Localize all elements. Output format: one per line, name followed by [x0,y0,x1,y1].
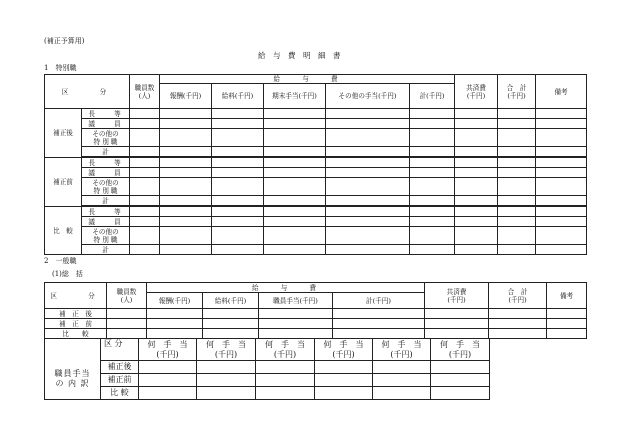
group-label-before: 補正前 [45,158,82,207]
row-label: 長 等 [82,158,130,168]
group-label-compare: 比 較 [45,207,82,255]
col-header-subtotal: 計(千円) [333,293,425,309]
row-label: 議 員 [82,217,130,227]
section-heading-general: 2 一般職 [44,257,77,265]
row-label: その他の 特 別 職 [82,178,130,196]
col-header-compensation: 報酬(千円) [160,84,212,109]
col-header-pay: 給料(千円) [203,293,259,309]
col-header-allowance-item: 何 手 当 (千円) [256,339,315,361]
col-header-staff-count: 職員数 (人) [130,75,160,109]
col-header-allowance-item: 何 手 当 (千円) [373,339,431,361]
group-label-after: 補正後 [45,109,82,158]
row-label: その他の 特 別 職 [82,227,130,245]
col-header-allowance-item: 何 手 当 (千円) [431,339,490,361]
col-header-subtotal: 計(千円) [410,84,455,109]
col-header-total: 合 計 (千円) [489,283,547,309]
row-label: 議 員 [82,168,130,178]
col-header-compensation: 報酬(千円) [147,293,203,309]
col-header-term-end-allowance: 期末手当(千円) [264,84,326,109]
row-label: その他の 特 別 職 [82,129,130,147]
section-heading-special: 1 特別職 [44,64,77,72]
col-header-allowance-item: 何 手 当 (千円) [197,339,256,361]
row-label: 議 員 [82,119,130,129]
col-header-kubun: 区 分 [101,339,139,361]
special-staff-table [44,74,587,255]
row-label-after: 補正後 [101,361,139,374]
col-header-allowance-item: 何 手 当 (千円) [315,339,373,361]
col-header-salary-group: 給 与 費 [147,283,425,293]
col-header-mutual-aid: 共済費 (千円) [425,283,489,309]
col-header-other-allowance: その他の手当(千円) [326,84,410,109]
col-header-salary-group: 給 与 費 [160,75,455,84]
row-label-before: 補 正 前 [45,319,107,329]
col-header-pay: 給料(千円) [212,84,264,109]
col-header-allowance-item: 何 手 当 (千円) [139,339,197,361]
col-header-remarks: 備考 [536,75,587,109]
row-label-before: 補正前 [101,374,139,387]
row-label: 長 等 [82,207,130,217]
row-label-staff-allowance-breakdown: 職員手当 の 内 訳 [45,339,101,400]
col-header-staff-count: 職員数 (人) [107,283,147,309]
row-label: 長 等 [82,109,130,119]
staff-allowance-breakdown-table [44,338,490,400]
budget-note: (補正予算用) [44,37,85,45]
row-label-after: 補 正 後 [45,309,107,319]
row-label-total: 計 [82,196,130,206]
col-header-staff-allowance: 職員手当(千円) [259,293,333,309]
col-header-kubun: 区 分 [45,75,130,109]
document-title: 給 与 費 明 細 書 [258,51,341,60]
subsection-heading-summary: (1)総 括 [52,270,83,278]
row-label-total: 計 [82,245,130,255]
col-header-total: 合 計 (千円) [498,75,536,109]
col-header-kubun: 区 分 [45,283,107,309]
col-header-remarks: 備考 [547,283,587,309]
row-label-compare: 比 較 [101,387,139,400]
general-staff-summary-table [44,282,587,339]
col-header-mutual-aid: 共済費 (千円) [455,75,498,109]
row-label-total: 計 [82,147,130,157]
row-label-compare: 比 較 [45,329,107,339]
